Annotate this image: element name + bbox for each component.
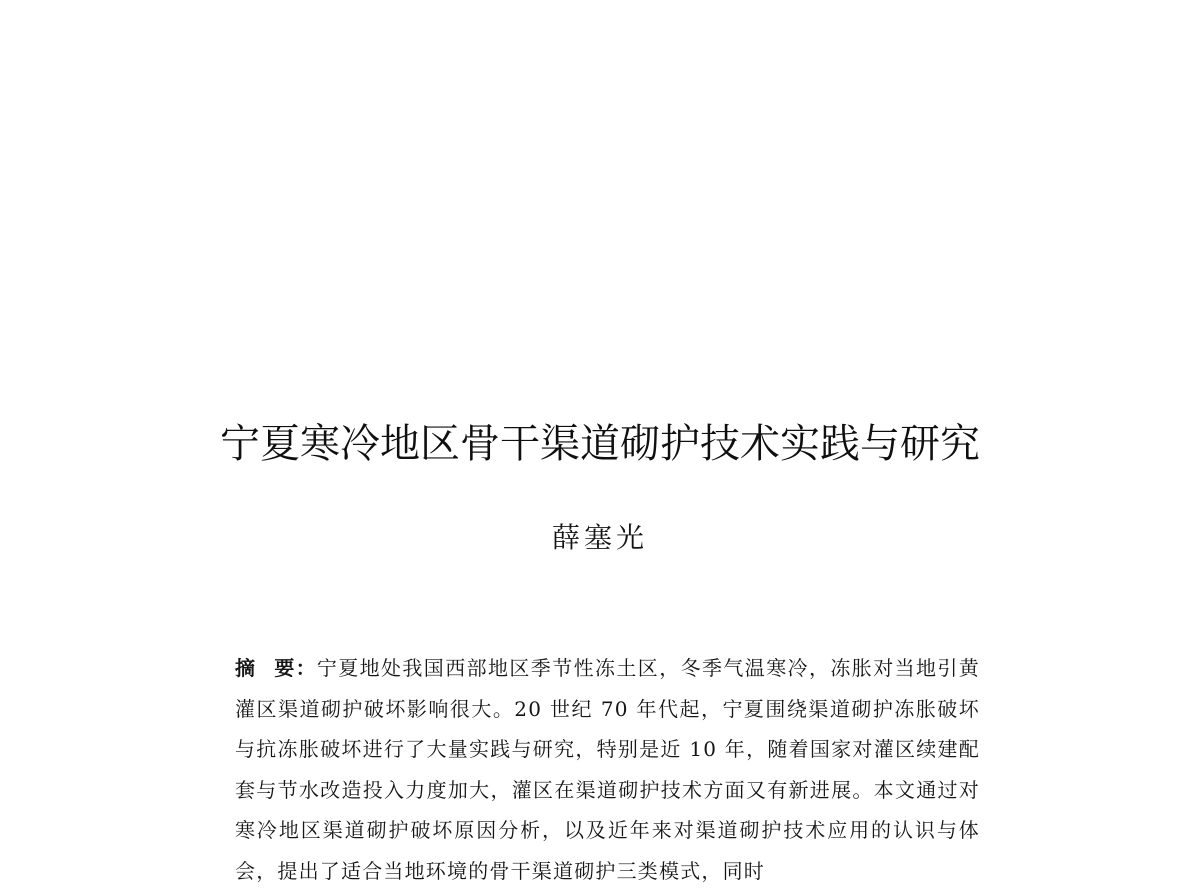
author-name: 薛塞光: [551, 521, 648, 554]
abstract-text: 宁夏地处我国西部地区季节性冻土区，冬季气温寒冷，冻胀对当地引黄灌区渠道砌护破坏影响很大。20 世纪 70 年代起，宁夏围绕渠道砌护冻胀破坏与抗冻胀破坏进行了大量实践与研究，特别是近 10 年，随着国家对灌区续建配套与节水改造投入力度加大，灌区在渠道砌护技术方面又有新进展。本文通过对寒冷地区渠道砌护破坏原因分析，以及近年来对渠道砌护技术应用的认识与体会，提出了适合当地环境的骨干渠道砌护三类模式，同时: [235, 656, 981, 883]
abstract-label-first: 摘: [235, 656, 257, 680]
paper-title: 宁夏寒冷地区骨干渠道砌护技术实践与研究: [220, 421, 980, 467]
abstract-label: [235, 656, 317, 680]
abstract-label-second: 要: [274, 656, 296, 680]
abstract-paragraph: [235, 648, 980, 892]
abstract-label-colon: ：: [295, 656, 317, 680]
